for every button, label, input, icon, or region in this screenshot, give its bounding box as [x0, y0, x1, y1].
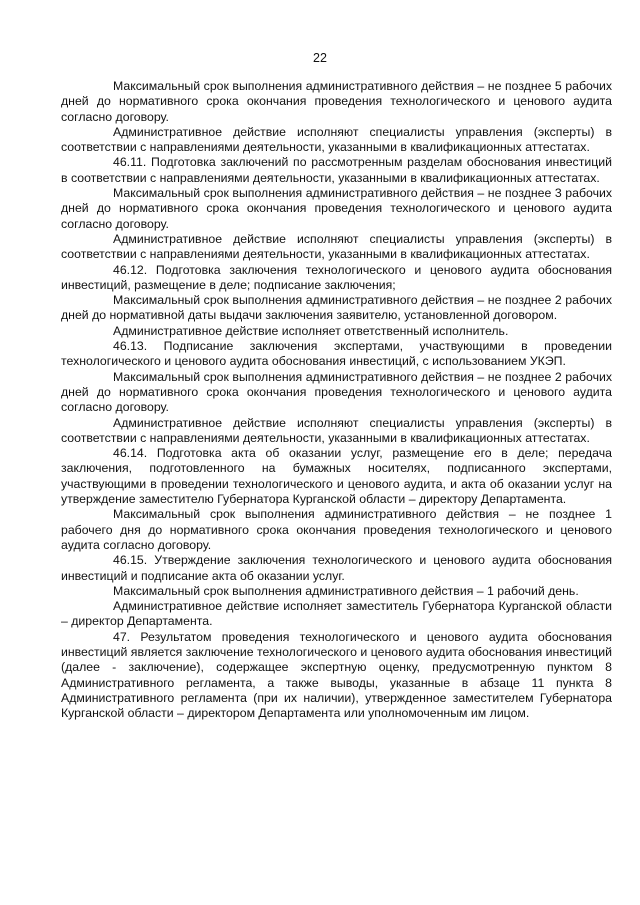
paragraph: 47. Результатом проведения технологического и ценового аудита обоснования инвестиций является заключение технологического и ценового аудита обоснования инвестиций (далее - заключение), содержащее экспертную оценку, предусмотренную пунктом 8 Административного регламента, а также выводы, указанные в абзаце 11 пункта 8 Административного регламента (при их наличии), утвержденное заместителем Губернатора Курганской области – директором Департамента или уполномоченным им лицом.	[61, 629, 612, 721]
paragraph: 46.11. Подготовка заключений по рассмотренным разделам обоснования инвестиций в соответствии с направлениями деятельности, указанными в квалификационных аттестатах.	[61, 155, 612, 185]
paragraph: Максимальный срок выполнения административного действия – не позднее 2 рабочих дней до нормативного срока окончания проведения технологического и ценового аудита согласно договору.	[61, 369, 612, 415]
paragraph: Максимальный срок выполнения административного действия – не позднее 2 рабочих дней до нормативной даты выдачи заключения заявителю, установленной договором.	[61, 293, 612, 323]
paragraph: Административное действие исполняют специалисты управления (эксперты) в соответствии с направлениями деятельности, указанными в квалификационных аттестатах.	[61, 124, 612, 155]
paragraph: Административное действие исполняют специалисты управления (эксперты) в соответствии с направлениями деятельности, указанными в квалификационных аттестатах.	[61, 231, 612, 262]
paragraph: Максимальный срок выполнения административного действия – не позднее 5 рабочих дней до нормативного срока окончания проведения технологического и ценового аудита согласно договору.	[61, 79, 612, 124]
paragraph: Административное действие исполняет заместитель Губернатора Курганской области – директор Департамента.	[61, 599, 612, 629]
page-body	[61, 79, 612, 721]
paragraph: 46.12. Подготовка заключения технологического и ценового аудита обоснования инвестиций, размещение в деле; подписание заключения;	[61, 262, 612, 292]
paragraph: Максимальный срок выполнения административного действия – не позднее 3 рабочих дней до нормативного срока окончания проведения технологического и ценового аудита согласно договору.	[61, 186, 612, 231]
paragraph: 46.14. Подготовка акта об оказании услуг, размещение его в деле; передача заключения, подготовленного на бумажных носителях, подписанного экспертами, участвующими в проведении технологического и ценового аудита, и акта об оказании услуг на утверждение заместителю Губернатора Курганской области – директору Департамента.	[61, 446, 612, 507]
paragraph: Административное действие исполняют специалисты управления (эксперты) в соответствии с направлениями деятельности, указанными в квалификационных аттестатах.	[61, 415, 612, 445]
page-number: 22	[313, 51, 327, 65]
paragraph: Максимальный срок выполнения административного действия – не позднее 1 рабочего дня до нормативного срока окончания проведения технологического и ценового аудита согласно договору.	[61, 507, 612, 552]
paragraph: Максимальный срок выполнения административного действия – 1 рабочий день.	[113, 583, 579, 598]
paragraph: 46.15. Утверждение заключения технологического и ценового аудита обоснования инвестиций и подписание акта об оказании услуг.	[61, 553, 612, 583]
paragraph: Административное действие исполняет ответственный исполнитель.	[113, 323, 509, 338]
paragraph: 46.13. Подписание заключения экспертами, участвующими в проведении технологического и ценового аудита обоснования инвестиций, с использованием УКЭП.	[61, 339, 612, 369]
